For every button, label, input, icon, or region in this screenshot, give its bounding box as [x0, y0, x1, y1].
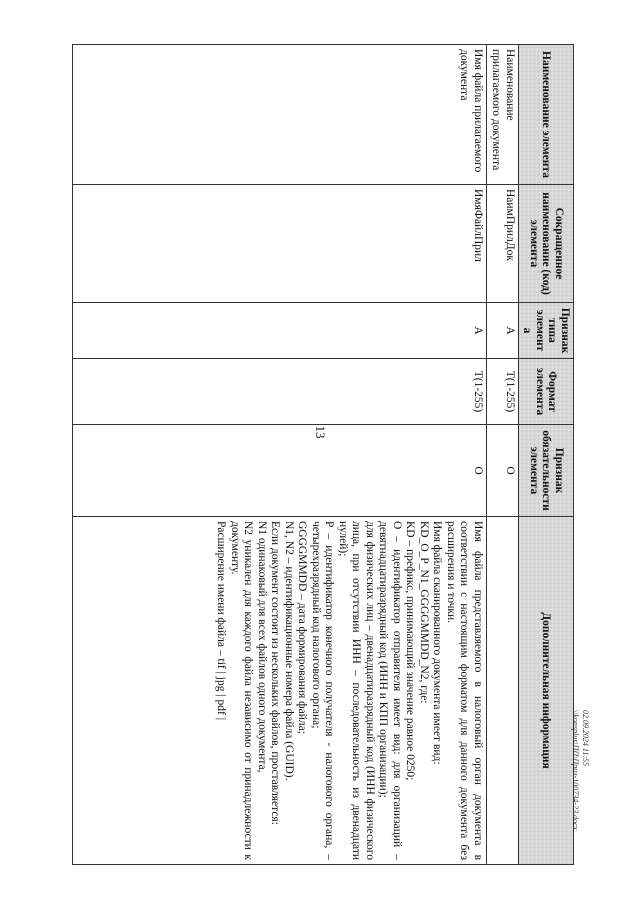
info-line: Имя файла сканированного документа имеет вид: — [431, 521, 444, 765]
footer-file-path: \\konsplus\ПП\Прил-100734-23.docx — [571, 709, 580, 831]
cell-required: О — [73, 425, 487, 517]
info-line: Имя файла представляемого в налоговый орган документа в соответствии с настоящим форматом для данного документа без расширения и точки. — [445, 521, 484, 860]
elements-table — [72, 44, 574, 865]
cell-required: О — [487, 425, 519, 517]
info-line: GGGGMMDD – дата формирования файла; — [296, 521, 309, 734]
cell-format: T(1-255) — [487, 359, 519, 425]
header-format: Формат элемента — [519, 359, 574, 425]
cell-type: А — [487, 303, 519, 359]
cell-code: НаимПрилДок — [487, 185, 519, 303]
info-line: N2 уникален для каждого файла независимо от принадлежности к документу. — [229, 521, 255, 860]
footer-timestamp: 02.09.2024 11:55 — [581, 709, 590, 767]
header-info: Дополнительная информация — [519, 517, 574, 865]
document-footer — [570, 710, 590, 830]
cell-type: А — [73, 303, 487, 359]
header-name: Наименование элемента — [519, 45, 574, 185]
table-row — [73, 45, 487, 865]
header-required: Признак обязательности элемента — [519, 425, 574, 517]
info-line: Р – идентификатор конечного получателя - налогового органа, – четырехразрядный код налогового органа; — [310, 521, 336, 860]
page-number: 13 — [313, 425, 328, 439]
info-line: Расширение имени файла – tif | jpg | pdf | — [215, 521, 228, 721]
info-line: Если документ состоит из нескольких файлов, проставляется: — [269, 521, 282, 825]
header-code: Сокращенное наименование (код) элемента — [519, 185, 574, 303]
info-line: KD – префикс, принимающий значение равное 0250; — [404, 521, 417, 781]
info-line: N1 одинаковый для всех файлов одного документа, — [256, 521, 268, 773]
header-type: Признак типа элемента — [519, 303, 574, 359]
table-row — [487, 45, 519, 865]
table-header-row — [519, 45, 574, 865]
info-line: О – идентификатор отправителя имеет вид: для организаций – девятнадцатиразрядный код (ИНН и КПП организации); — [377, 521, 403, 860]
info-line: N1, N2 – идентификационные номера файла (GUID). — [283, 521, 295, 781]
cell-name: Наименование прилагаемого документа — [487, 45, 519, 185]
info-line: для физических лиц – двенадцатиразрядный код (ИНН физического лица, при отсутствии ИНН – последовательность из двенадцати нулей); — [337, 521, 376, 860]
rotated-table-wrapper — [72, 44, 574, 864]
info-line: KD_O_P_N1_GGGGMMDD_N2, где: — [418, 521, 430, 704]
cell-format: T(1-255) — [73, 359, 487, 425]
cell-code: ИмяФайлПрил — [73, 185, 487, 303]
cell-name: Имя файла прилагаемого документа — [73, 45, 487, 185]
cell-info — [487, 517, 519, 865]
cell-info — [73, 517, 487, 865]
